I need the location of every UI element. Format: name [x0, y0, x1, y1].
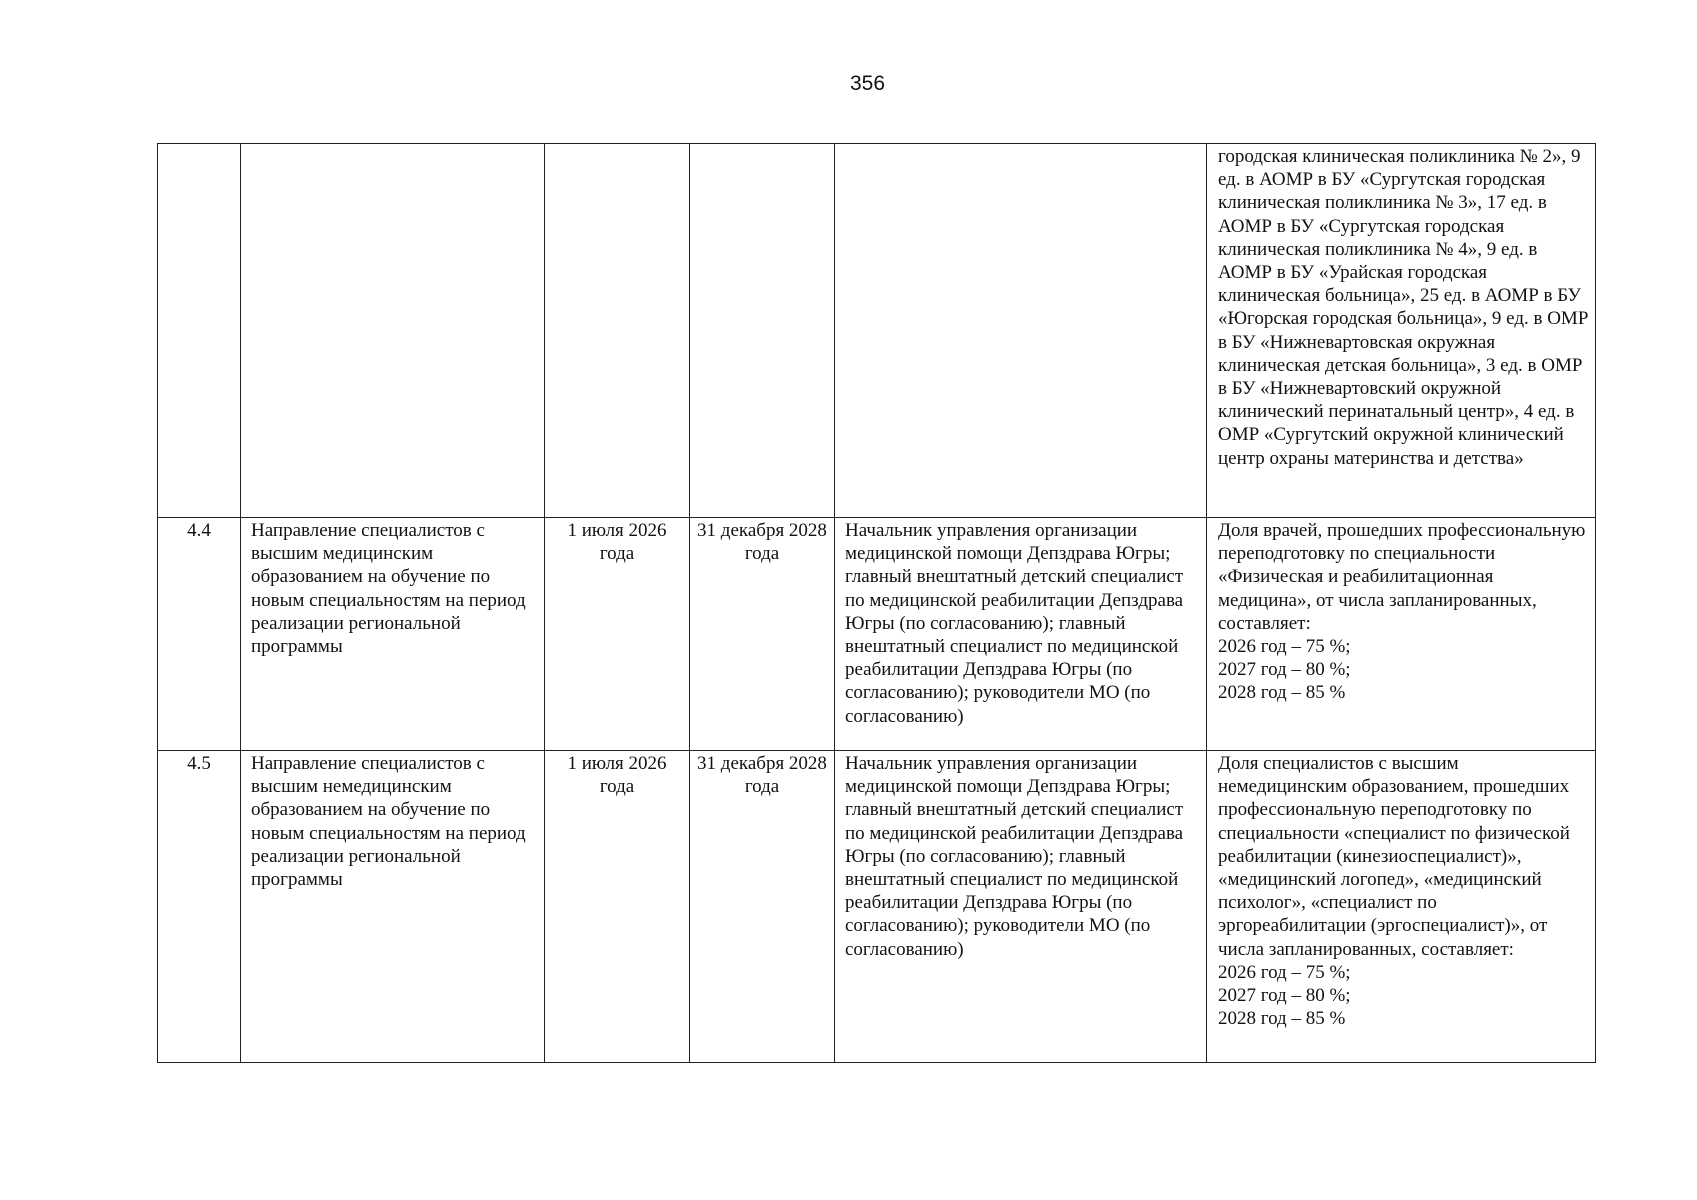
row-number-cell	[158, 144, 241, 518]
end-date-cell: 31 декабря 2028 года	[690, 751, 835, 1063]
end-date-cell: 31 декабря 2028 года	[690, 518, 835, 751]
responsible-cell	[835, 144, 1207, 518]
table-row	[158, 144, 1596, 518]
event-cell: Направление специалистов с высшим медицинским образованием на обучение по новым специальностям на период реализации региональной программы	[241, 518, 545, 751]
end-date-cell	[690, 144, 835, 518]
responsible-cell: Начальник управления организации медицинской помощи Депздрава Югры; главный внештатный детский специалист по медицинской реабилитации Депздрава Югры (по согласованию); главный внештатный специалист по медицинской реабилитации Депздрава Югры (по согласованию); руководители МО (по согласованию)	[835, 751, 1207, 1063]
start-date-cell: 1 июля 2026 года	[545, 751, 690, 1063]
row-number-cell: 4.4	[158, 518, 241, 751]
indicator-cell: Доля врачей, прошедших профессиональную переподготовку по специальности «Физическая и реабилитационная медицина», от числа запланированных, составляет: 2026 год – 75 %; 2027 год – 80 %; 2028 год – 85 %	[1207, 518, 1596, 751]
row-number-cell: 4.5	[158, 751, 241, 1063]
activity-table	[157, 143, 1596, 1063]
start-date-cell	[545, 144, 690, 518]
event-cell: Направление специалистов с высшим немедицинским образованием на обучение по новым специальностям на период реализации региональной программы	[241, 751, 545, 1063]
table-row	[158, 751, 1596, 1063]
page-number: 356	[849, 72, 886, 95]
event-cell	[241, 144, 545, 518]
table-row	[158, 518, 1596, 751]
indicator-cell: городская клиническая поликлиника № 2», 9 ед. в АОМР в БУ «Сургутская городская клиническая поликлиника № 3», 17 ед. в АОМР в БУ «Сургутская городская клиническая поликлиника № 4», 9 ед. в АОМР в БУ «Урайская городская клиническая больница», 25 ед. в АОМР в БУ «Югорская городская больница», 9 ед. в ОМР в БУ «Нижневартовская окружная клиническая детская больница», 3 ед. в ОМР в БУ «Нижневартовский окружной клинический перинатальный центр», 4 ед. в ОМР «Сургутский окружной клинический центр охраны материнства и детства»	[1207, 144, 1596, 518]
responsible-cell: Начальник управления организации медицинской помощи Депздрава Югры; главный внештатный детский специалист по медицинской реабилитации Депздрава Югры (по согласованию); главный внештатный специалист по медицинской реабилитации Депздрава Югры (по согласованию); руководители МО (по согласованию)	[835, 518, 1207, 751]
indicator-cell: Доля специалистов с высшим немедицинским образованием, прошедших профессиональную переподготовку по специальности «специалист по физической реабилитации (кинезиоспециалист)», «медицинский логопед», «медицинский психолог», «специалист по эргореабилитации (эргоспециалист)», от числа запланированных, составляет: 2026 год – 75 %; 2027 год – 80 %; 2028 год – 85 %	[1207, 751, 1596, 1063]
start-date-cell: 1 июля 2026 года	[545, 518, 690, 751]
